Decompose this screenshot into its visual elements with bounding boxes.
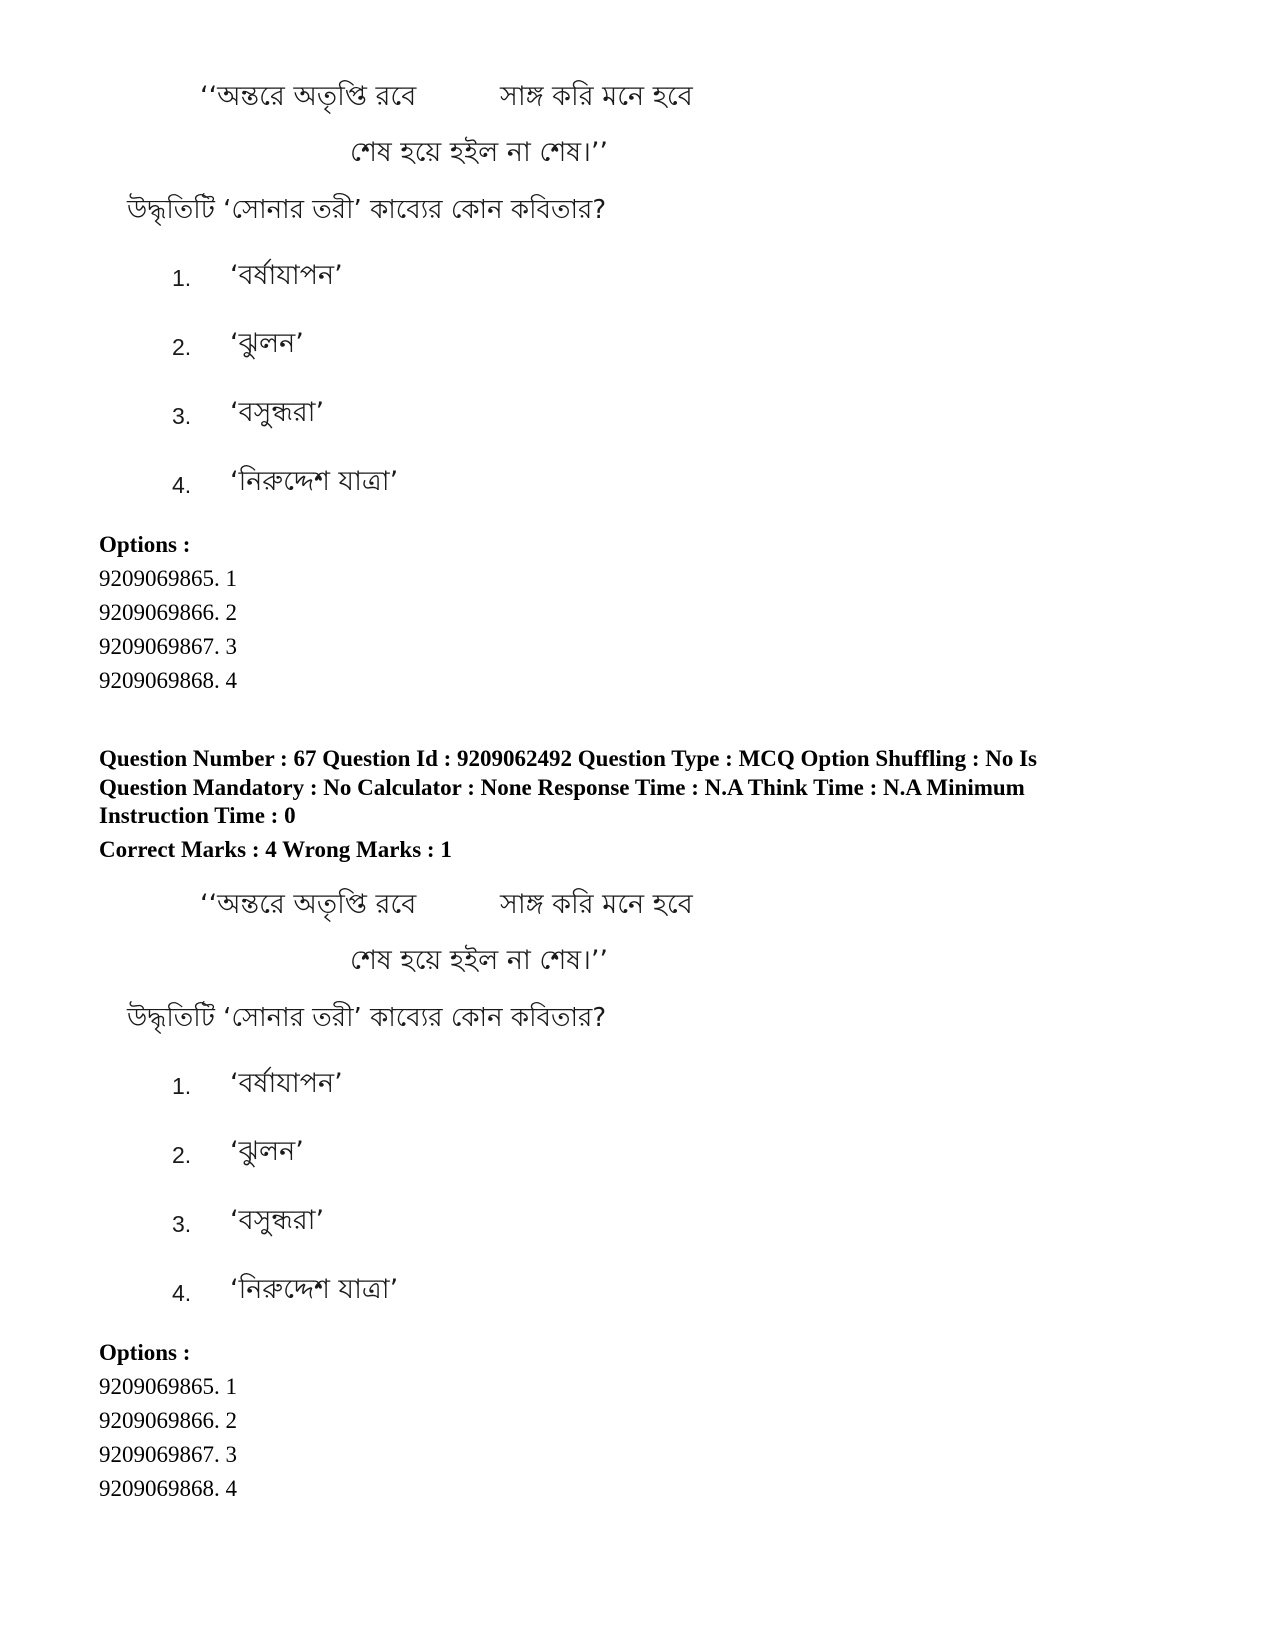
quote-line1-part2: সাঙ্গ করি মনে হবে <box>500 81 693 112</box>
question-meta-line: Question Mandatory : No Calculator : None Response Time : N.A Think Time : N.A Minimum <box>99 774 1025 800</box>
option-row: 9209069868. 4 <box>99 668 237 693</box>
choice-number: 3. <box>172 403 192 429</box>
choice-text: ‘নিরুদ্দেশ যাত্রা’ <box>230 466 399 497</box>
choice-number: 1. <box>172 265 192 291</box>
choice-text: ‘নিরুদ্দেশ যাত্রা’ <box>230 1274 399 1305</box>
quote-line2: শেষ হয়ে হইল না শেষ।’’ <box>350 137 609 168</box>
choice-text: ‘বসুন্ধরা’ <box>230 397 325 428</box>
question-text: উদ্ধৃতিটি ‘সোনার তরী’ কাব্যের কোন কবিতার? <box>127 1003 607 1033</box>
question-meta-line: Question Number : 67 Question Id : 9209062492 Question Type : MCQ Option Shuffling : No Is <box>99 746 1038 771</box>
question-text: উদ্ধৃতিটি ‘সোনার তরী’ কাব্যের কোন কবিতার? <box>127 195 607 225</box>
choice-text: ‘বর্ষাযাপন’ <box>230 260 343 291</box>
quote-line1-part1: ‘‘অন্তরে অতৃপ্তি রবে <box>200 889 417 920</box>
choice-text: ‘বর্ষাযাপন’ <box>230 1068 343 1099</box>
option-row: 9209069868. 4 <box>99 1476 237 1501</box>
quote-line1-part2: সাঙ্গ করি মনে হবে <box>500 889 693 920</box>
quote-line2: শেষ হয়ে হইল না শেষ।’’ <box>350 945 609 976</box>
choice-number: 2. <box>172 334 192 360</box>
choice-number: 4. <box>172 472 192 498</box>
options-list-1 <box>99 528 237 698</box>
choice-text: ‘ঝুলন’ <box>230 328 304 359</box>
choice-text: ‘বসুন্ধরা’ <box>230 1205 325 1236</box>
option-row: 9209069867. 3 <box>99 634 237 659</box>
question-marks: Correct Marks : 4 Wrong Marks : 1 <box>99 837 452 862</box>
option-row: 9209069866. 2 <box>99 600 237 625</box>
option-row: 9209069866. 2 <box>99 1408 237 1433</box>
options-list-2 <box>99 1336 237 1506</box>
choice-number: 3. <box>172 1211 192 1237</box>
choice-number: 1. <box>172 1073 192 1099</box>
option-row: 9209069865. 1 <box>99 566 237 591</box>
question-meta-line: Instruction Time : 0 <box>99 803 296 828</box>
option-row: 9209069867. 3 <box>99 1442 237 1467</box>
choice-text: ‘ঝুলন’ <box>230 1136 304 1167</box>
options-heading: Options : <box>99 532 191 557</box>
choice-number: 4. <box>172 1280 192 1306</box>
quote-line1-part1: ‘‘অন্তরে অতৃপ্তি রবে <box>200 81 417 112</box>
options-heading: Options : <box>99 1340 191 1365</box>
choice-number: 2. <box>172 1142 192 1168</box>
option-row: 9209069865. 1 <box>99 1374 237 1399</box>
question-meta <box>99 745 1189 831</box>
